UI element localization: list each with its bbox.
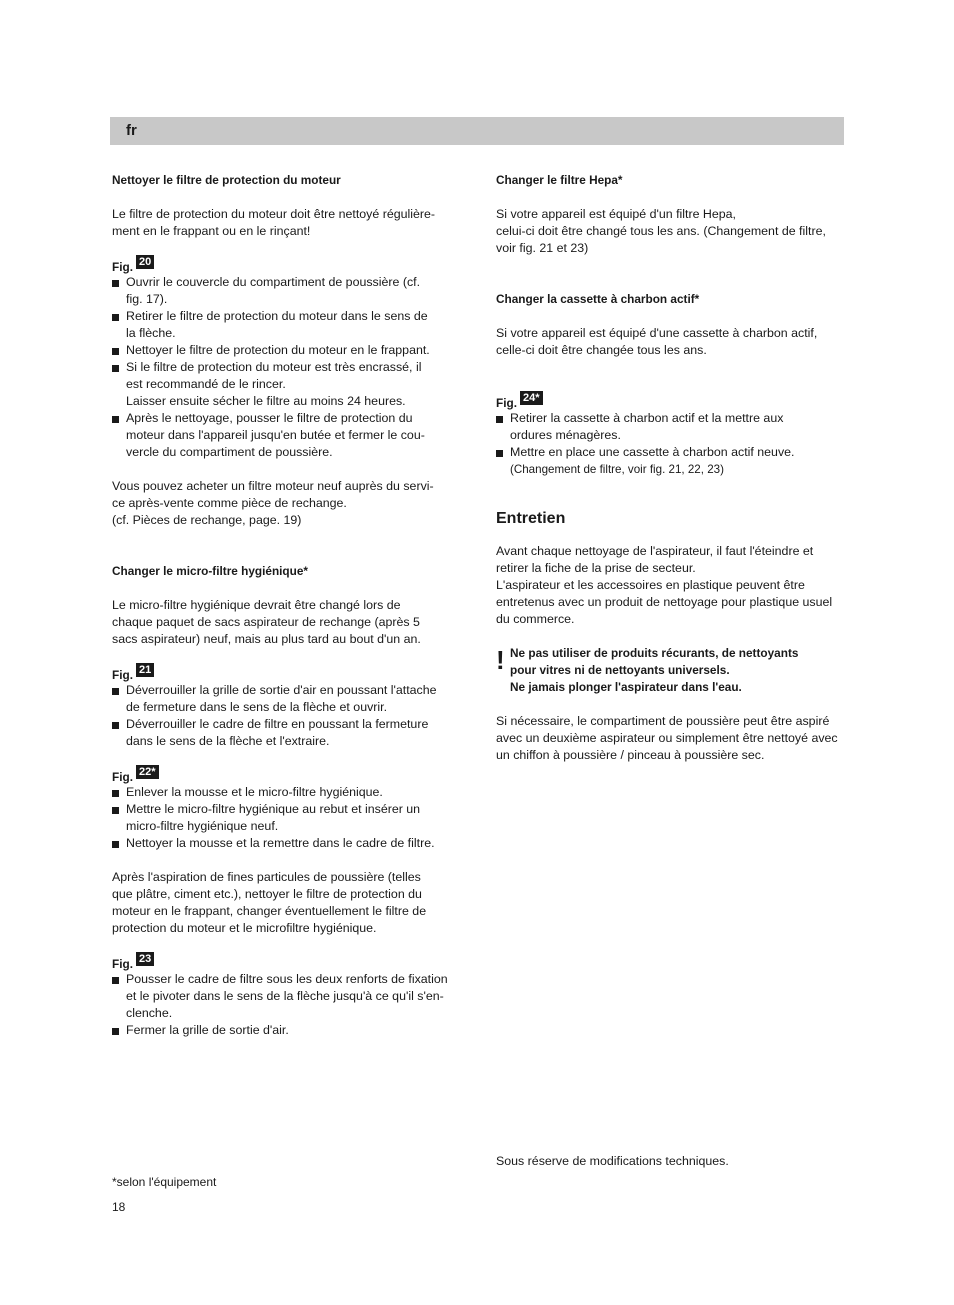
figure-label-24: Fig. 24*: [496, 395, 846, 412]
warning-note: ! Ne pas utiliser de produits récurants, de nettoyants pour vitres ni de nettoyants universels. Ne jamais plonger l'aspirateur dans l'eau.: [496, 645, 799, 694]
paragraph: Si votre appareil est équipé d'une cassette à charbon actif, celle-ci doit être changée tous les ans.: [496, 326, 818, 357]
figure-label-21: Fig. 21: [112, 667, 462, 684]
instruction-list-fig24: [496, 410, 846, 478]
figure-number: 20: [136, 255, 154, 269]
paragraph: Vous pouvez acheter un filtre moteur neuf auprès du servi- ce après-vente comme pièce de rechange. (cf. Pièces de rechange, page. 19): [112, 479, 434, 527]
list-item: Après le nettoyage, pousser le filtre de protection du moteur dans l'appareil jusqu'en butée et fermer le cou- vercle du compartiment de poussière.: [112, 410, 462, 461]
footnote: *selon l'équipement: [112, 1175, 217, 1189]
figure-number: 22*: [136, 765, 159, 779]
list-item: Retirer le filtre de protection du moteur dans le sens de la flèche.: [112, 308, 462, 342]
language-code: fr: [126, 122, 137, 139]
left-column: [112, 172, 462, 1039]
list-item: Pousser le cadre de filtre sous les deux renforts de fixation et le pivoter dans le sens de la flèche jusqu'à ce qu'il s'en- clenche.: [112, 971, 462, 1022]
page-number: 18: [112, 1200, 126, 1214]
list-item: Mettre en place une cassette à charbon actif neuve. (Changement de filtre, voir fig. 21, 22, 23): [496, 444, 846, 478]
list-item: Ouvrir le couvercle du compartiment de poussière (cf. fig. 17).: [112, 274, 462, 308]
instruction-list-fig22: [112, 784, 462, 852]
section-title-charcoal-cassette: Changer la cassette à charbon actif*: [496, 292, 700, 306]
list-item: Déverrouiller la grille de sortie d'air en poussant l'attache de fermeture dans le sens de la flèche et ouvrir.: [112, 682, 462, 716]
section-title-motor-filter: Nettoyer le filtre de protection du moteur: [112, 173, 341, 187]
paragraph: Le filtre de protection du moteur doit être nettoyé régulière- ment en le frappant ou en le rinçant!: [112, 207, 436, 238]
figure-number: 21: [136, 663, 154, 677]
paragraph: Le micro-filtre hygiénique devrait être changé lors de chaque paquet de sacs aspirateur de rechange (après 5 sacs aspirateur) neuf, mais au plus tard au bout d'un an.: [112, 598, 421, 646]
paragraph: Avant chaque nettoyage de l'aspirateur, il faut l'éteindre et retirer la fiche de la prise de secteur. L'aspirateur et les accessoires en plastique peuvent être entretenus avec un produit de nettoyage pour plastique usuel du commerce.: [496, 544, 833, 626]
right-column: [496, 172, 846, 764]
figure-label-22: Fig. 22*: [112, 769, 462, 786]
figure-number: 23: [136, 952, 154, 966]
paragraph: Si votre appareil est équipé d'un filtre Hepa, celui-ci doit être changé tous les ans. (Changement de filtre, voir fig. 21 et 23): [496, 207, 826, 255]
paragraph: Après l'aspiration de fines particules de poussière (telles que plâtre, ciment etc.), nettoyer le filtre de protection du moteur en le frappant, changer éventuellement le filtre de protection du moteur et le microfiltre hygiénique.: [112, 870, 427, 935]
language-header-bar: [110, 117, 844, 145]
figure-label-23: Fig. 23: [112, 956, 462, 973]
list-item: Enlever la mousse et le micro-filtre hygiénique.: [112, 784, 462, 801]
warning-icon: !: [496, 645, 505, 675]
list-item: Si le filtre de protection du moteur est très encrassé, il est recommandé de le rincer. Laisser ensuite sécher le filtre au moins 24 heures.: [112, 359, 462, 410]
section-title-micro-filter: Changer le micro-filtre hygiénique*: [112, 564, 308, 578]
list-item: Fermer la grille de sortie d'air.: [112, 1022, 462, 1039]
instruction-list-fig23: [112, 971, 462, 1039]
list-item: Retirer la cassette à charbon actif et la mettre aux ordures ménagères.: [496, 410, 846, 444]
instruction-list-fig20: [112, 274, 462, 461]
figure-label-20: Fig. 20: [112, 259, 462, 276]
list-item: Nettoyer le filtre de protection du moteur en le frappant.: [112, 342, 462, 359]
section-title-entretien: Entretien: [496, 510, 566, 527]
figure-number: 24*: [520, 391, 543, 405]
paragraph: Si nécessaire, le compartiment de poussière peut être aspiré avec un deuxième aspirateur ou simplement être nettoyé avec un chiffon à poussière / pinceau à poussière sec.: [496, 714, 838, 762]
list-item: Mettre le micro-filtre hygiénique au rebut et insérer un micro-filtre hygiénique neuf.: [112, 801, 462, 835]
disclaimer: Sous réserve de modifications techniques.: [496, 1154, 729, 1168]
list-item: Nettoyer la mousse et la remettre dans le cadre de filtre.: [112, 835, 462, 852]
section-title-hepa-filter: Changer le filtre Hepa*: [496, 173, 623, 187]
list-item: Déverrouiller le cadre de filtre en poussant la fermeture dans le sens de la flèche et l'extraire.: [112, 716, 462, 750]
instruction-list-fig21: [112, 682, 462, 750]
